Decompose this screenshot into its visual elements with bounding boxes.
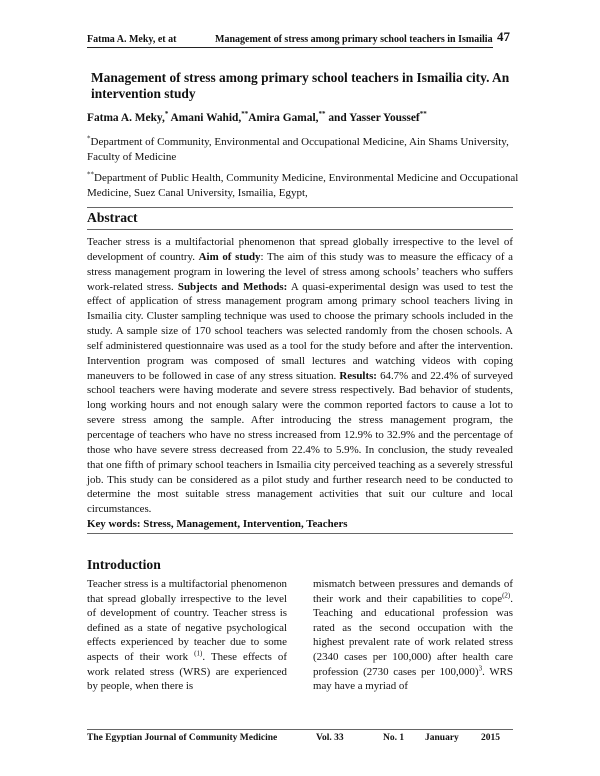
author-2-mark: ** [241,110,249,119]
keywords: Key words: Stress, Management, Intervention, Teachers [87,518,348,530]
abstract-top-divider [87,207,513,208]
author-1-mark: * [164,110,169,119]
intro-right-text-3: . WRS may have a myriad of [313,665,513,693]
intro-left-citation: (1) [194,649,203,658]
abstract-text-4: 64.7% and 22.4% of surveyed school teachers were having moderate and severe stress respectively. Bad behavior of students, long working hours and not enough salary were the common reported factors to cause a lot to severe stress among the sample. After introducing the stress management program, the percentage of teachers who have no stress increased from 12.9% to 32.9% and the percentage of those who have severe stress decreased from 22.4% to 5.9%. In conclusion, the study revealed that one fifth of primary school teachers in Ismailia city perceived teaching as a severely stressful job. This study can be considered as a pilot study and further research need to be conducted to determine the most suitable stress management activities that suit our culture and local circumstances. [87,369,513,516]
introduction-column-right [313,577,513,694]
footer-year: 2015 [481,733,500,743]
paper-title: Management of stress among primary school teachers in Ismailia city. An intervention study [91,70,510,101]
abstract-text-3: A quasi-experimental design was used to test the effect of application of stress management program among primary school teachers living in Ismailia city. Cluster sampling technique was used to choose the primary schools included in the study. A sample size of 170 school teachers was selected randomly from the chosen schools. A self administered questionnaire was used as a tool for the study before and after the intervention. Intervention program was composed of small lectures and watching videos with coping maneuvers to be followed in case of any stress situation. [87,280,513,382]
intro-right-citation-2: 3 [478,663,483,672]
keywords-divider [87,533,513,534]
intro-right-citation-1: (2) [502,590,511,599]
header-divider [87,47,493,48]
introduction-heading: Introduction [87,557,161,572]
header-author: Fatma A. Meky, et at [87,34,177,45]
author-3-mark: ** [318,110,326,119]
introduction-column-left [87,577,287,694]
abstract-text-2: : The aim of this study was to measure the efficacy of a stress management program in lowering the level of stress among schools’ teachers who suffers work-related stress. [87,250,514,293]
abstract-aim-label: Aim of study [198,250,261,263]
affiliation-2-text: Department of Public Health, Community Medicine, Environmental Medicine and Occupational Medicine, Suez Canal University, Ismailia, Egypt, [87,172,519,199]
footer-divider [87,729,513,730]
footer-number: No. 1 [383,733,405,743]
intro-right-text-1: mismatch between pressures and demands of their work and their capabilities to cope [313,578,513,605]
author-4-mark: ** [419,110,427,119]
affiliation-1 [87,135,527,165]
affiliation-2 [87,171,527,201]
author-list [87,112,427,124]
intro-left-text-2: . These effects of work related stress (WRS) are experienced by people, when there is [87,650,287,693]
abstract-text-1: Teacher stress is a multifactorial phenomenon that spread globally irrespective to the level of development of country. [87,236,513,263]
page-number: 47 [497,29,510,44]
abstract-heading-divider [87,229,513,230]
intro-right-text-2: . Teaching and educational profession was rated as the second occupation with the highest prevalent rate of work related stress (2340 cases per 100,000) after health care profession (2730 cases per 100,000) [313,592,513,678]
footer-journal: The Egyptian Journal of Community Medicine [87,733,278,743]
affiliation-1-mark: * [87,134,91,143]
author-1: Fatma A. Meky, [87,112,165,124]
author-4: and Yasser Youssef [325,112,420,124]
footer-volume: Vol. 33 [316,733,344,743]
affiliation-2-mark: ** [87,170,94,179]
affiliation-1-text: Department of Community, Environmental and Occupational Medicine, Ain Shams University, Faculty of Medicine [87,136,509,163]
abstract-subjects-label: Subjects and Methods: [177,280,288,293]
author-2: Amani Wahid, [168,112,242,124]
abstract-results-label: Results: [339,369,377,382]
running-header [87,29,513,46]
header-running-title: Management of stress among primary school teachers in Ismailia [215,34,493,45]
abstract-body [87,235,513,517]
intro-left-text-1: Teacher stress is a multifactorial phenomenon that spread globally irrespective to the level of development of country. Teacher stress is defined as a state of negative psychological effects experienced by teacher due to some aspects of their work [87,578,287,663]
footer-month: January [425,733,459,743]
abstract-heading: Abstract [87,210,138,225]
author-3: Amira Gamal, [248,112,319,124]
